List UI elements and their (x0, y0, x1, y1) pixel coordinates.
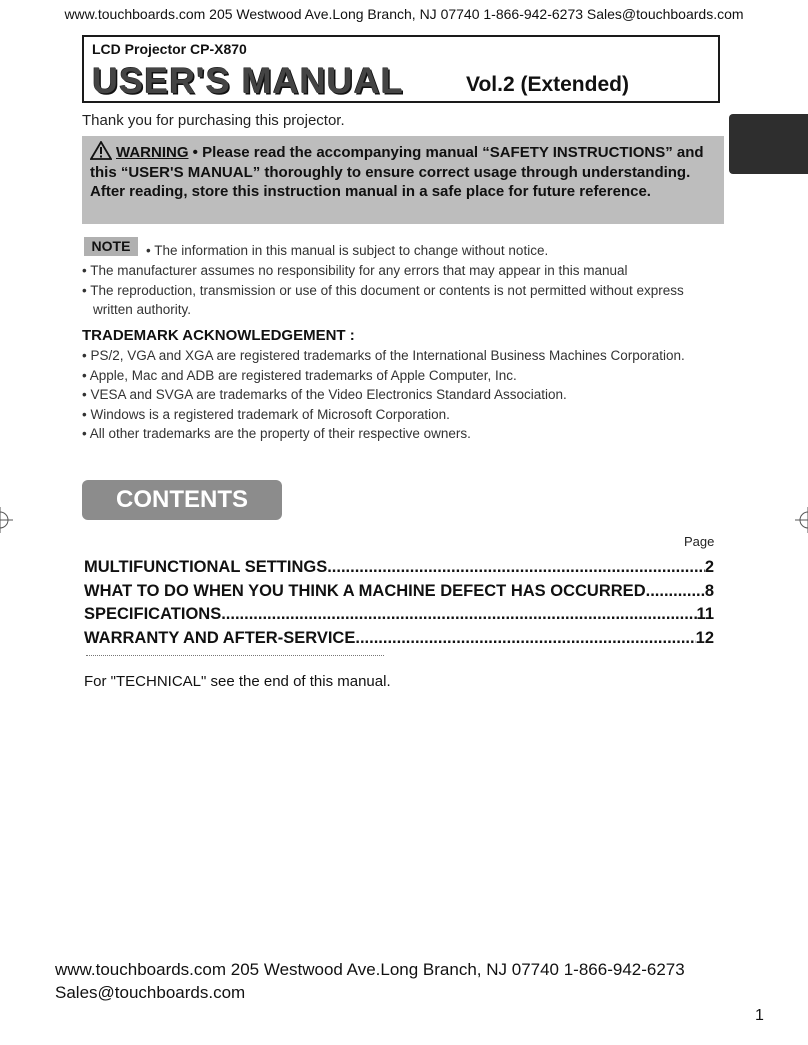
toc-entry-page: 12 (695, 628, 714, 647)
toc-entry-multifunctional-settings[interactable] (84, 556, 714, 580)
footer-contact (55, 958, 685, 1004)
warning-text: • Please read the accompanying manual “SAFETY INSTRUCTIONS” and this “USER'S MANUAL” thoroughly to ensure correct usage through understanding. After reading, store this instruction manual in a safe place for future reference. (90, 144, 704, 200)
trademark-item: • Windows is a registered trademark of Microsoft Corporation. (82, 406, 450, 422)
warning-triangle-icon (90, 141, 116, 163)
toc-entry-title: WARRANTY AND AFTER-SERVICE (84, 628, 356, 647)
side-tab (729, 114, 808, 174)
contents-heading: CONTENTS (82, 480, 282, 520)
toc-entry-page: 11 (696, 605, 714, 623)
trademark-heading: TRADEMARK ACKNOWLEDGEMENT : (82, 327, 355, 344)
toc-entry-title: WHAT TO DO WHEN YOU THINK A MACHINE DEFECT HAS OCCURRED (84, 581, 646, 600)
model-name: LCD Projector CP-X870 (92, 41, 247, 57)
page-column-label: Page (684, 534, 715, 549)
footer-contact-line: www.touchboards.com 205 Westwood Ave.Long Branch, NJ 07740 1-866-942-6273 (55, 960, 685, 979)
note-list (82, 261, 724, 320)
trademark-item: • VESA and SVGA are trademarks of the Video Electronics Standard Association. (82, 387, 567, 402)
toc-entry-title: MULTIFUNCTIONAL SETTINGS (84, 558, 328, 576)
trademark-item: • All other trademarks are the property of their respective owners. (82, 426, 471, 441)
warning-box (82, 136, 724, 224)
note-badge: NOTE (84, 237, 138, 256)
warning-paragraph (90, 141, 716, 202)
dotted-divider (86, 655, 384, 656)
trademark-list (82, 346, 732, 444)
technical-note: For "TECHNICAL" see the end of this manual. (84, 673, 391, 690)
toc-entry-page: 8 (704, 581, 714, 600)
toc-entry-warranty[interactable] (84, 627, 714, 651)
toc-entry-title: SPECIFICATIONS (84, 605, 222, 623)
warning-label: WARNING (116, 144, 189, 161)
footer-email: Sales@touchboards.com (55, 983, 246, 1002)
title-box (82, 35, 720, 103)
registration-mark-left (0, 507, 13, 533)
toc-entry-page: 2 (704, 558, 714, 576)
note-item: • The reproduction, transmission or use of this document or contents is not permitted without express written authority. (82, 282, 684, 317)
note-item: • The manufacturer assumes no responsibility for any errors that may appear in this manual (82, 263, 628, 278)
manual-title: USER'S MANUAL (92, 60, 404, 101)
trademark-item: • Apple, Mac and ADB are registered trademarks of Apple Computer, Inc. (82, 367, 517, 383)
toc-entry-machine-defect[interactable] (84, 580, 714, 604)
toc-entry-specifications[interactable] (84, 603, 714, 627)
table-of-contents (84, 556, 714, 650)
page-number: 1 (755, 1007, 764, 1024)
header-contact: www.touchboards.com 205 Westwood Ave.Long Branch, NJ 07740 1-866-942-6273 Sales@touchboards.com (64, 6, 744, 22)
thanks-text: Thank you for purchasing this projector. (82, 112, 345, 129)
registration-mark-right (795, 507, 808, 533)
volume-label: Vol.2 (Extended) (466, 73, 629, 96)
trademark-item: • PS/2, VGA and XGA are registered trademarks of the International Business Machines Corporation. (82, 348, 685, 363)
note-first-item: • The information in this manual is subject to change without notice. (146, 243, 549, 258)
